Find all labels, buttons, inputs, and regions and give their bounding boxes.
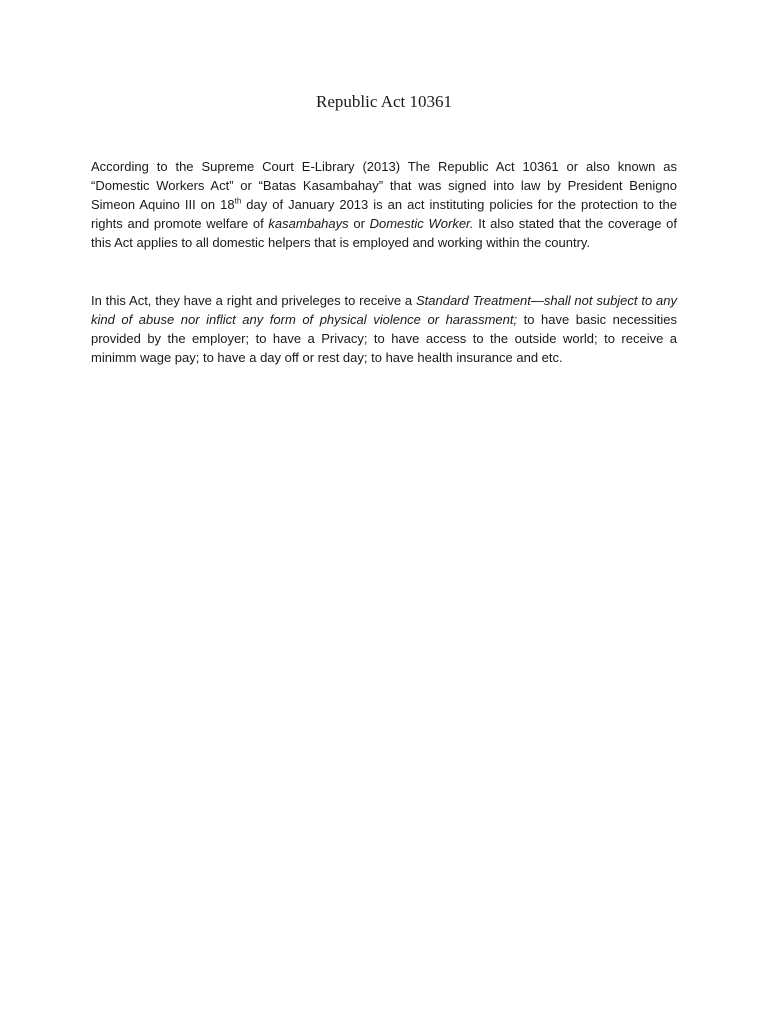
document-title: Republic Act 10361 xyxy=(316,92,452,111)
paragraph-2-text-a: In this Act, they have a right and priveleges to receive a xyxy=(91,293,416,308)
paragraph-1-text-d: It also stated that the coverage of this Act applies to all domestic helpers that is employed and working within the country. xyxy=(91,216,677,250)
paragraph-1-text-a: According to the Supreme Court E-Library (2013) The Republic Act 10361 or also known as “Domestic Workers Act” or “Batas Kasambahay” that was signed into law by President Benigno Simeon Aquino III on 18 xyxy=(91,159,677,212)
paragraph-2-text-b: to have basic necessities provided by the employer; to have a Privacy; to have access to the outside world; to receive a minimm wage pay; to have a day off or rest day; to have health insurance and etc. xyxy=(91,312,677,365)
italic-term-domestic-worker: Domestic Worker. xyxy=(369,216,474,231)
paragraph-2 xyxy=(91,291,677,367)
italic-standard-treatment: Standard Treatment—shall not subject to any kind of abuse nor inflict any form of physical violence or harassment; xyxy=(91,293,677,327)
paragraph-1-text-b: day of January 2013 is an act instituting policies for the protection to the rights and promote welfare of xyxy=(91,197,677,231)
paragraph-1-text-c: or xyxy=(348,216,370,231)
paragraph-1 xyxy=(91,157,677,252)
ordinal-suffix: th xyxy=(234,196,242,206)
italic-term-kasambahays: kasambahays xyxy=(268,216,349,231)
